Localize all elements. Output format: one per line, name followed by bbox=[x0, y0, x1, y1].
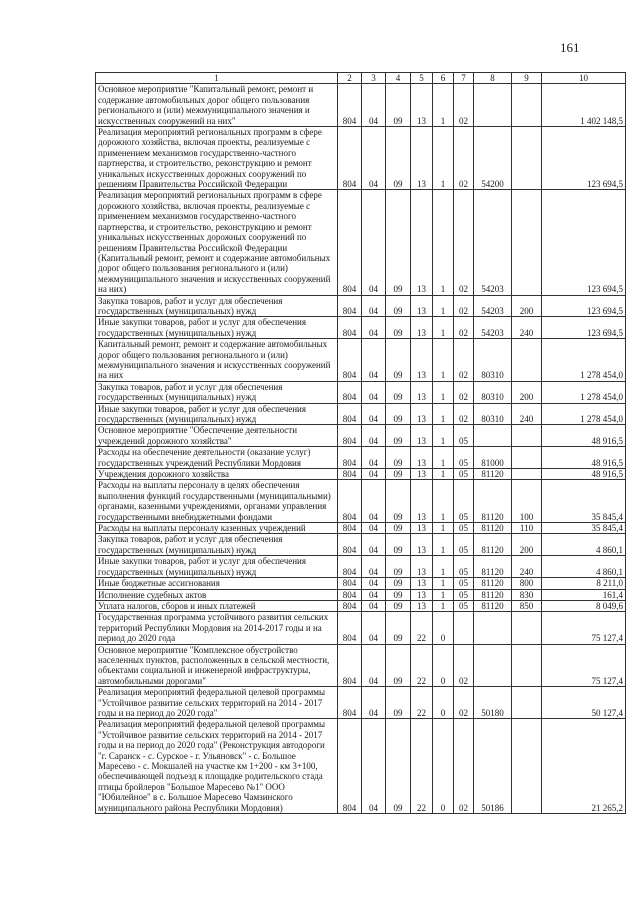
row-name-cell: Закупка товаров, работ и услуг для обеспечения государственных (муниципальных) нужд bbox=[96, 381, 338, 403]
amount-cell: 50 127,4 bbox=[542, 687, 626, 719]
amount-cell: 48 916,5 bbox=[542, 425, 626, 447]
row-name-cell: Основное мероприятие "Обеспечение деятельности учреждений дорожного хозяйства" bbox=[96, 425, 338, 447]
row-name-cell: Иные закупки товаров, работ и услуг для обеспечения государственных (муниципальных) нужд bbox=[96, 317, 338, 339]
ministry-code-cell: 804 bbox=[338, 578, 362, 589]
section-code-cell: 04 bbox=[362, 534, 386, 556]
program-code-cell: 13 bbox=[411, 447, 433, 469]
ministry-code-cell: 804 bbox=[338, 425, 362, 447]
subsection-code-cell: 09 bbox=[386, 578, 411, 589]
subsection-code-cell: 09 bbox=[386, 317, 411, 339]
subprogram-code-cell: 1 bbox=[433, 127, 454, 190]
program-code-cell: 13 bbox=[411, 295, 433, 317]
direction-code-cell: 50186 bbox=[474, 719, 512, 814]
subprogram-code-cell: 1 bbox=[433, 190, 454, 295]
direction-code-cell bbox=[474, 612, 512, 644]
table-row bbox=[96, 719, 626, 814]
program-code-cell: 13 bbox=[411, 84, 433, 127]
amount-cell: 48 916,5 bbox=[542, 469, 626, 480]
section-code-cell: 04 bbox=[362, 556, 386, 578]
amount-cell: 161,4 bbox=[542, 589, 626, 600]
table-row bbox=[96, 403, 626, 425]
row-name-cell: Реализация мероприятий федеральной целевой программы "Устойчивое развитие сельских территорий на 2014 - 2017 годы и на период до 2020 года" bbox=[96, 687, 338, 719]
subsection-code-cell: 09 bbox=[386, 556, 411, 578]
amount-cell: 1 402 148,5 bbox=[542, 84, 626, 127]
amount-cell: 8 211,0 bbox=[542, 578, 626, 589]
activity-code-cell: 05 bbox=[454, 589, 474, 600]
direction-code-cell: 81120 bbox=[474, 578, 512, 589]
activity-code-cell: 02 bbox=[454, 295, 474, 317]
ministry-code-cell: 804 bbox=[338, 534, 362, 556]
program-code-cell: 13 bbox=[411, 589, 433, 600]
program-code-cell: 13 bbox=[411, 556, 433, 578]
column-header-subsection: 4 bbox=[386, 73, 411, 84]
subsection-code-cell: 09 bbox=[386, 534, 411, 556]
section-code-cell: 04 bbox=[362, 480, 386, 523]
table-row bbox=[96, 127, 626, 190]
column-header-activity: 7 bbox=[454, 73, 474, 84]
ministry-code-cell: 804 bbox=[338, 403, 362, 425]
subsection-code-cell: 09 bbox=[386, 381, 411, 403]
expense-type-cell: 240 bbox=[512, 403, 542, 425]
program-code-cell: 13 bbox=[411, 534, 433, 556]
expense-type-cell: 200 bbox=[512, 534, 542, 556]
amount-cell: 75 127,4 bbox=[542, 612, 626, 644]
subsection-code-cell: 09 bbox=[386, 589, 411, 600]
amount-cell: 1 278 454,0 bbox=[542, 403, 626, 425]
ministry-code-cell: 804 bbox=[338, 317, 362, 339]
expense-type-cell bbox=[512, 84, 542, 127]
subsection-code-cell: 09 bbox=[386, 600, 411, 611]
amount-cell: 1 278 454,0 bbox=[542, 339, 626, 382]
row-name-cell: Основное мероприятие "Капитальный ремонт, ремонт и содержание автомобильных дорог общего пользования регионального и (или) межмуниципального значения и искусственных сооружений на них" bbox=[96, 84, 338, 127]
activity-code-cell: 05 bbox=[454, 534, 474, 556]
program-code-cell: 22 bbox=[411, 687, 433, 719]
amount-cell: 8 049,6 bbox=[542, 600, 626, 611]
ministry-code-cell: 804 bbox=[338, 556, 362, 578]
activity-code-cell bbox=[454, 612, 474, 644]
ministry-code-cell: 804 bbox=[338, 719, 362, 814]
expense-type-cell: 200 bbox=[512, 381, 542, 403]
row-name-cell: Реализация мероприятий региональных программ в сфере дорожного хозяйства, включая проекты, реализуемые с применением механизмов государственно-частного партнерства, и строительство, реконструкцию и ремонт уникальных искусственных дорожных сооружений по решениям Правительства Российской Федерации (Капитальный ремонт, ремонт и содержание автомобильных дорог общего пользования регионального и (или) межмуниципального значения и искусственных сооружений на них) bbox=[96, 190, 338, 295]
section-code-cell: 04 bbox=[362, 523, 386, 534]
table-row bbox=[96, 295, 626, 317]
activity-code-cell: 02 bbox=[454, 644, 474, 687]
expense-type-cell bbox=[512, 469, 542, 480]
column-header-name: 1 bbox=[96, 73, 338, 84]
ministry-code-cell: 804 bbox=[338, 644, 362, 687]
subprogram-code-cell: 0 bbox=[433, 644, 454, 687]
table-row bbox=[96, 523, 626, 534]
ministry-code-cell: 804 bbox=[338, 600, 362, 611]
table-row bbox=[96, 578, 626, 589]
activity-code-cell: 05 bbox=[454, 523, 474, 534]
column-header-section: 3 bbox=[362, 73, 386, 84]
program-code-cell: 22 bbox=[411, 719, 433, 814]
ministry-code-cell: 804 bbox=[338, 523, 362, 534]
row-name-cell: Иные закупки товаров, работ и услуг для обеспечения государственных (муниципальных) нужд bbox=[96, 556, 338, 578]
section-code-cell: 04 bbox=[362, 612, 386, 644]
expense-type-cell: 830 bbox=[512, 589, 542, 600]
activity-code-cell: 02 bbox=[454, 381, 474, 403]
table-header bbox=[96, 73, 626, 84]
subprogram-code-cell: 1 bbox=[433, 589, 454, 600]
activity-code-cell: 02 bbox=[454, 127, 474, 190]
activity-code-cell: 02 bbox=[454, 190, 474, 295]
subsection-code-cell: 09 bbox=[386, 295, 411, 317]
direction-code-cell: 81120 bbox=[474, 469, 512, 480]
subsection-code-cell: 09 bbox=[386, 644, 411, 687]
direction-code-cell bbox=[474, 425, 512, 447]
ministry-code-cell: 804 bbox=[338, 127, 362, 190]
section-code-cell: 04 bbox=[362, 127, 386, 190]
subsection-code-cell: 09 bbox=[386, 469, 411, 480]
amount-cell: 123 694,5 bbox=[542, 127, 626, 190]
ministry-code-cell: 804 bbox=[338, 469, 362, 480]
row-name-cell: Иные закупки товаров, работ и услуг для обеспечения государственных (муниципальных) нужд bbox=[96, 403, 338, 425]
subsection-code-cell: 09 bbox=[386, 447, 411, 469]
activity-code-cell: 05 bbox=[454, 447, 474, 469]
column-header-amount: 10 bbox=[542, 73, 626, 84]
program-code-cell: 13 bbox=[411, 190, 433, 295]
activity-code-cell: 02 bbox=[454, 687, 474, 719]
table-row bbox=[96, 190, 626, 295]
expense-type-cell bbox=[512, 687, 542, 719]
program-code-cell: 13 bbox=[411, 600, 433, 611]
amount-cell: 123 694,5 bbox=[542, 317, 626, 339]
subprogram-code-cell: 1 bbox=[433, 556, 454, 578]
header-row bbox=[96, 73, 626, 84]
expense-type-cell: 200 bbox=[512, 295, 542, 317]
row-name-cell: Исполнение судебных актов bbox=[96, 589, 338, 600]
table-row bbox=[96, 534, 626, 556]
row-name-cell: Расходы на выплаты персоналу в целях обеспечения выполнения функций государственными (муниципальными) органами, казенными учреждениями, органами управления государственными внебюджетными фондами bbox=[96, 480, 338, 523]
budget-table bbox=[95, 72, 626, 814]
activity-code-cell: 05 bbox=[454, 578, 474, 589]
amount-cell: 35 845,4 bbox=[542, 480, 626, 523]
direction-code-cell: 54200 bbox=[474, 127, 512, 190]
subsection-code-cell: 09 bbox=[386, 190, 411, 295]
direction-code-cell: 81120 bbox=[474, 534, 512, 556]
program-code-cell: 13 bbox=[411, 523, 433, 534]
table-row bbox=[96, 425, 626, 447]
subsection-code-cell: 09 bbox=[386, 687, 411, 719]
activity-code-cell: 05 bbox=[454, 480, 474, 523]
section-code-cell: 04 bbox=[362, 447, 386, 469]
section-code-cell: 04 bbox=[362, 600, 386, 611]
expense-type-cell bbox=[512, 447, 542, 469]
section-code-cell: 04 bbox=[362, 589, 386, 600]
activity-code-cell: 02 bbox=[454, 339, 474, 382]
subprogram-code-cell: 1 bbox=[433, 425, 454, 447]
subprogram-code-cell: 1 bbox=[433, 84, 454, 127]
program-code-cell: 13 bbox=[411, 403, 433, 425]
expense-type-cell bbox=[512, 339, 542, 382]
row-name-cell: Основное мероприятие "Комплексное обустройство населенных пунктов, расположенных в сельской местности, объектами социальной и инженерной инфраструктуры, автомобильными дорогами" bbox=[96, 644, 338, 687]
row-name-cell: Реализация мероприятий федеральной целевой программы "Устойчивое развитие сельских территорий на 2014 - 2017 годы и на период до 2020 года" (Реконструкция автодороги "г. Саранск - с. Сурское - г. Ульяновск" - с. Большое Маресево - с. Мокшалей на участке км 1+200 - км 3+100, обеспечивающей подъезд к площадке родительского стада птицы бройлеров "Большое Маресево №1" ООО "Юбилейное" в с. Большое Маресево Чамзинского муниципального района Республики Мордовия) bbox=[96, 719, 338, 814]
subsection-code-cell: 09 bbox=[386, 523, 411, 534]
expense-type-cell bbox=[512, 719, 542, 814]
direction-code-cell: 54203 bbox=[474, 190, 512, 295]
direction-code-cell: 81120 bbox=[474, 589, 512, 600]
subprogram-code-cell: 0 bbox=[433, 719, 454, 814]
program-code-cell: 22 bbox=[411, 644, 433, 687]
expense-type-cell: 850 bbox=[512, 600, 542, 611]
subsection-code-cell: 09 bbox=[386, 612, 411, 644]
direction-code-cell: 80310 bbox=[474, 339, 512, 382]
subprogram-code-cell: 1 bbox=[433, 447, 454, 469]
subsection-code-cell: 09 bbox=[386, 403, 411, 425]
row-name-cell: Расходы на выплаты персоналу казенных учреждений bbox=[96, 523, 338, 534]
amount-cell: 21 265,2 bbox=[542, 719, 626, 814]
program-code-cell: 13 bbox=[411, 469, 433, 480]
direction-code-cell: 81120 bbox=[474, 480, 512, 523]
section-code-cell: 04 bbox=[362, 425, 386, 447]
ministry-code-cell: 804 bbox=[338, 687, 362, 719]
direction-code-cell: 80310 bbox=[474, 381, 512, 403]
table-row bbox=[96, 687, 626, 719]
direction-code-cell bbox=[474, 644, 512, 687]
direction-code-cell bbox=[474, 84, 512, 127]
table-row bbox=[96, 644, 626, 687]
amount-cell: 123 694,5 bbox=[542, 295, 626, 317]
subprogram-code-cell: 0 bbox=[433, 612, 454, 644]
table-row bbox=[96, 612, 626, 644]
section-code-cell: 04 bbox=[362, 687, 386, 719]
subprogram-code-cell: 1 bbox=[433, 600, 454, 611]
activity-code-cell: 02 bbox=[454, 84, 474, 127]
subprogram-code-cell: 1 bbox=[433, 403, 454, 425]
row-name-cell: Капитальный ремонт, ремонт и содержание автомобильных дорог общего пользования регионального и (или) межмуниципального значения и искусственных сооружений на них bbox=[96, 339, 338, 382]
section-code-cell: 04 bbox=[362, 403, 386, 425]
row-name-cell: Закупка товаров, работ и услуг для обеспечения государственных (муниципальных) нужд bbox=[96, 534, 338, 556]
activity-code-cell: 05 bbox=[454, 556, 474, 578]
amount-cell: 123 694,5 bbox=[542, 190, 626, 295]
amount-cell: 1 278 454,0 bbox=[542, 381, 626, 403]
table-row bbox=[96, 556, 626, 578]
subprogram-code-cell: 1 bbox=[433, 480, 454, 523]
row-name-cell: Уплата налогов, сборов и иных платежей bbox=[96, 600, 338, 611]
expense-type-cell: 100 bbox=[512, 480, 542, 523]
column-header-program: 5 bbox=[411, 73, 433, 84]
direction-code-cell: 80310 bbox=[474, 403, 512, 425]
expense-type-cell: 800 bbox=[512, 578, 542, 589]
activity-code-cell: 02 bbox=[454, 317, 474, 339]
section-code-cell: 04 bbox=[362, 719, 386, 814]
ministry-code-cell: 804 bbox=[338, 480, 362, 523]
section-code-cell: 04 bbox=[362, 644, 386, 687]
column-header-subprogram: 6 bbox=[433, 73, 454, 84]
program-code-cell: 13 bbox=[411, 381, 433, 403]
table-row bbox=[96, 381, 626, 403]
subsection-code-cell: 09 bbox=[386, 127, 411, 190]
table-row bbox=[96, 589, 626, 600]
subsection-code-cell: 09 bbox=[386, 339, 411, 382]
expense-type-cell bbox=[512, 612, 542, 644]
row-name-cell: Реализация мероприятий региональных программ в сфере дорожного хозяйства, включая проекты, реализуемые с применением механизмов государственно-частного партнерства, и строительство, реконструкцию и ремонт уникальных искусственных дорожных сооружений по решениям Правительства Российской Федерации bbox=[96, 127, 338, 190]
expense-type-cell bbox=[512, 644, 542, 687]
section-code-cell: 04 bbox=[362, 295, 386, 317]
column-header-ministry: 2 bbox=[338, 73, 362, 84]
program-code-cell: 13 bbox=[411, 317, 433, 339]
amount-cell: 75 127,4 bbox=[542, 644, 626, 687]
amount-cell: 4 860,1 bbox=[542, 534, 626, 556]
section-code-cell: 04 bbox=[362, 84, 386, 127]
program-code-cell: 13 bbox=[411, 480, 433, 523]
table-row bbox=[96, 480, 626, 523]
activity-code-cell: 05 bbox=[454, 469, 474, 480]
amount-cell: 4 860,1 bbox=[542, 556, 626, 578]
activity-code-cell: 02 bbox=[454, 403, 474, 425]
ministry-code-cell: 804 bbox=[338, 339, 362, 382]
column-header-expense-type: 9 bbox=[512, 73, 542, 84]
amount-cell: 35 845,4 bbox=[542, 523, 626, 534]
expense-type-cell bbox=[512, 425, 542, 447]
direction-code-cell: 54203 bbox=[474, 295, 512, 317]
subprogram-code-cell: 1 bbox=[433, 578, 454, 589]
amount-cell: 48 916,5 bbox=[542, 447, 626, 469]
subprogram-code-cell: 1 bbox=[433, 295, 454, 317]
direction-code-cell: 81120 bbox=[474, 600, 512, 611]
section-code-cell: 04 bbox=[362, 339, 386, 382]
table-body bbox=[96, 84, 626, 814]
table-row bbox=[96, 600, 626, 611]
expense-type-cell bbox=[512, 190, 542, 295]
subprogram-code-cell: 1 bbox=[433, 339, 454, 382]
subprogram-code-cell: 1 bbox=[433, 534, 454, 556]
section-code-cell: 04 bbox=[362, 317, 386, 339]
section-code-cell: 04 bbox=[362, 469, 386, 480]
section-code-cell: 04 bbox=[362, 190, 386, 295]
direction-code-cell: 81120 bbox=[474, 556, 512, 578]
subsection-code-cell: 09 bbox=[386, 425, 411, 447]
page-number: 161 bbox=[560, 40, 580, 55]
ministry-code-cell: 804 bbox=[338, 447, 362, 469]
subsection-code-cell: 09 bbox=[386, 719, 411, 814]
table-row bbox=[96, 447, 626, 469]
program-code-cell: 13 bbox=[411, 127, 433, 190]
ministry-code-cell: 804 bbox=[338, 612, 362, 644]
subprogram-code-cell: 0 bbox=[433, 687, 454, 719]
table-row bbox=[96, 339, 626, 382]
program-code-cell: 13 bbox=[411, 425, 433, 447]
row-name-cell: Учреждения дорожного хозяйства bbox=[96, 469, 338, 480]
subprogram-code-cell: 1 bbox=[433, 523, 454, 534]
expense-type-cell bbox=[512, 127, 542, 190]
subprogram-code-cell: 1 bbox=[433, 317, 454, 339]
expense-type-cell: 240 bbox=[512, 556, 542, 578]
subsection-code-cell: 09 bbox=[386, 480, 411, 523]
row-name-cell: Государственная программа устойчивого развития сельских территорий Республики Мордовия на 2014-2017 годы и на период до 2020 года bbox=[96, 612, 338, 644]
ministry-code-cell: 804 bbox=[338, 190, 362, 295]
ministry-code-cell: 804 bbox=[338, 381, 362, 403]
direction-code-cell: 81000 bbox=[474, 447, 512, 469]
direction-code-cell: 81120 bbox=[474, 523, 512, 534]
subprogram-code-cell: 1 bbox=[433, 469, 454, 480]
expense-type-cell: 110 bbox=[512, 523, 542, 534]
program-code-cell: 13 bbox=[411, 339, 433, 382]
program-code-cell: 22 bbox=[411, 612, 433, 644]
table-row bbox=[96, 317, 626, 339]
ministry-code-cell: 804 bbox=[338, 295, 362, 317]
column-header-direction: 8 bbox=[474, 73, 512, 84]
table-row bbox=[96, 84, 626, 127]
section-code-cell: 04 bbox=[362, 578, 386, 589]
direction-code-cell: 50180 bbox=[474, 687, 512, 719]
row-name-cell: Закупка товаров, работ и услуг для обеспечения государственных (муниципальных) нужд bbox=[96, 295, 338, 317]
activity-code-cell: 02 bbox=[454, 719, 474, 814]
subprogram-code-cell: 1 bbox=[433, 381, 454, 403]
table-row bbox=[96, 469, 626, 480]
row-name-cell: Расходы на обеспечение деятельности (оказание услуг) государственных учреждений Республики Мордовия bbox=[96, 447, 338, 469]
activity-code-cell: 05 bbox=[454, 425, 474, 447]
subsection-code-cell: 09 bbox=[386, 84, 411, 127]
program-code-cell: 13 bbox=[411, 578, 433, 589]
expense-type-cell: 240 bbox=[512, 317, 542, 339]
row-name-cell: Иные бюджетные ассигнования bbox=[96, 578, 338, 589]
activity-code-cell: 05 bbox=[454, 600, 474, 611]
section-code-cell: 04 bbox=[362, 381, 386, 403]
ministry-code-cell: 804 bbox=[338, 84, 362, 127]
ministry-code-cell: 804 bbox=[338, 589, 362, 600]
direction-code-cell: 54203 bbox=[474, 317, 512, 339]
